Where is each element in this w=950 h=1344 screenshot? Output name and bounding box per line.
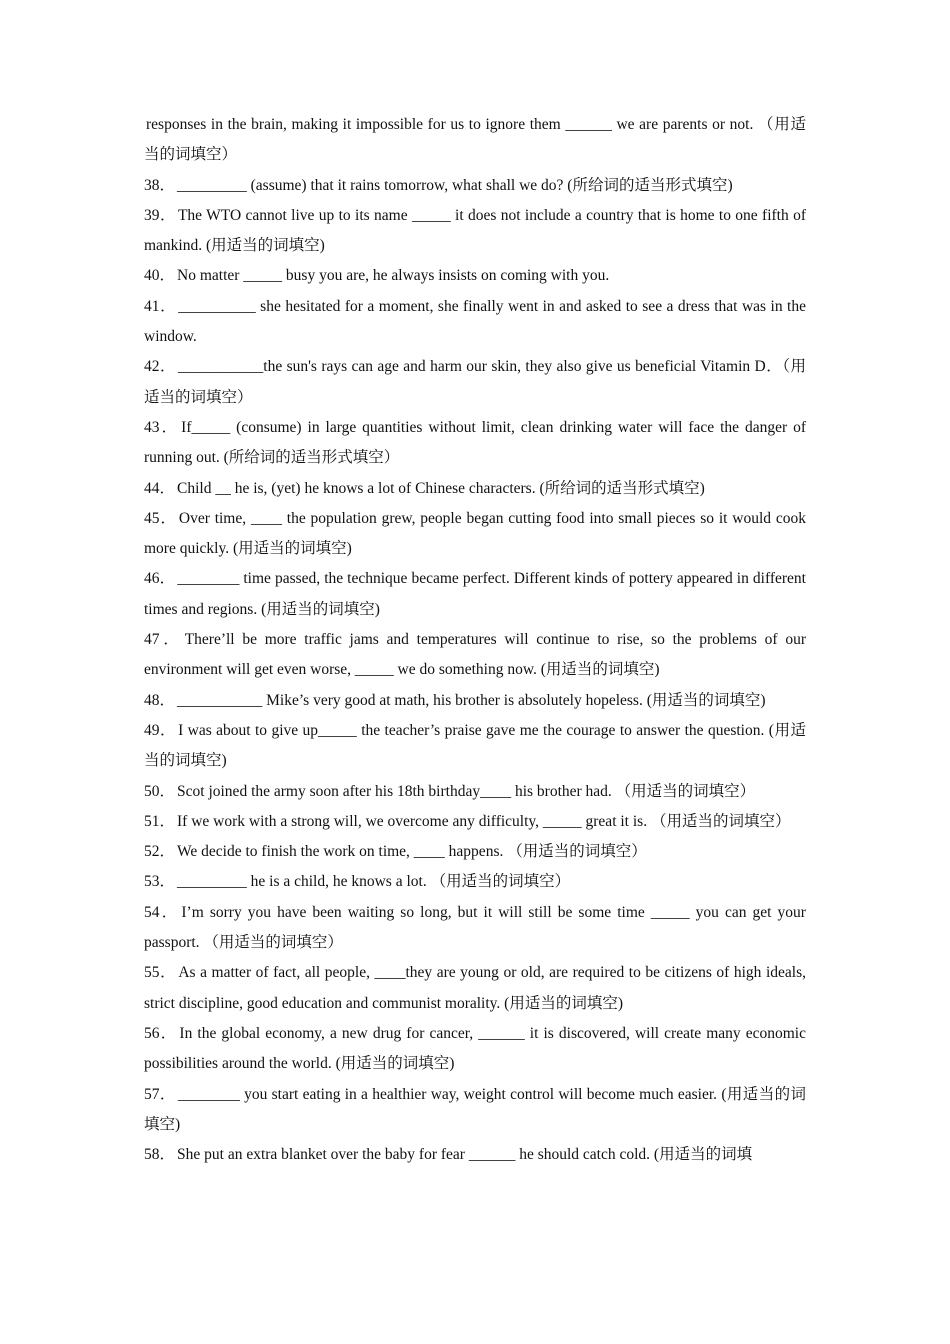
question-text: Scot joined the army soon after his 18th birthday____ his brother had. （用适当的词填空）	[177, 782, 756, 800]
question-text: Over time, ____ the population grew, people began cutting food into small pieces so it would cook more quickly. (用适当的词填空)	[144, 509, 806, 558]
question-number: 47．	[144, 631, 183, 649]
question-text: responses in the brain, making it impossible for us to ignore them ______ we are parents or not. （用适当的词填空）	[144, 116, 806, 164]
question-paragraph	[144, 898, 806, 959]
question-text: The WTO cannot live up to its name _____ it does not include a country that is home to one fifth of mankind. (用适当的词填空)	[144, 206, 806, 255]
question-text: ________ time passed, the technique became perfect. Different kinds of pottery appeared in different times and regions. (用适当的词填空)	[144, 570, 806, 618]
question-paragraph	[144, 292, 806, 353]
question-number: 57．	[144, 1085, 176, 1103]
question-paragraph	[144, 504, 806, 565]
question-paragraph	[144, 716, 806, 777]
question-text: If_____ (consume) in large quantities without limit, clean drinking water will face the danger of running out. (所给词的适当形式填空）	[144, 418, 806, 467]
question-paragraph	[144, 110, 806, 171]
question-number: 50．	[144, 782, 176, 800]
question-paragraph	[144, 958, 806, 1019]
question-text: There’ll be more traffic jams and temperatures will continue to rise, so the problems of our environment will get even worse, _____ we do something now. (用适当的词填空)	[144, 631, 806, 679]
question-number: 49．	[144, 721, 177, 739]
question-text: She put an extra blanket over the baby for fear ______ he should catch cold. (用适当的词填	[177, 1146, 753, 1164]
question-text: We decide to finish the work on time, ____ happens. （用适当的词填空）	[177, 843, 647, 861]
question-number: 39．	[144, 206, 176, 224]
question-paragraph	[144, 625, 806, 686]
question-text: No matter _____ busy you are, he always insists on coming with you.	[177, 267, 610, 285]
question-number: 58．	[144, 1146, 176, 1164]
question-paragraph	[144, 261, 806, 291]
question-text: As a matter of fact, all people, ____they are young or old, are required to be citizens of high ideals, strict discipline, good education and communist morality. (用适当的词填空)	[144, 964, 806, 1012]
question-number: 45．	[144, 509, 177, 527]
question-number: 42．	[144, 358, 177, 376]
question-number: 43．	[144, 418, 180, 436]
question-paragraph	[144, 564, 806, 625]
question-number: 55．	[144, 964, 177, 982]
question-text: _________ (assume) that it rains tomorrow, what shall we do? (所给词的适当形式填空)	[177, 176, 733, 194]
question-text: ________ you start eating in a healthier way, weight control will become much easier. (用适当的词填空)	[144, 1085, 806, 1133]
question-text: In the global economy, a new drug for cancer, ______ it is discovered, will create many economic possibilities around the world. (用适当的词填空)	[144, 1024, 806, 1073]
question-text: ___________ Mike’s very good at math, his brother is absolutely hopeless. (用适当的词填空)	[177, 691, 766, 709]
question-number: 52．	[144, 843, 176, 861]
question-paragraph	[144, 352, 806, 413]
question-number: 46．	[144, 570, 176, 588]
question-paragraph	[144, 1080, 806, 1141]
question-text: ___________the sun's rays can age and harm our skin, they also give us beneficial Vitamin D．（用适当的词填空）	[144, 358, 806, 406]
question-paragraph	[144, 201, 806, 262]
question-number: 38．	[144, 176, 176, 194]
question-number: 56．	[144, 1024, 178, 1042]
question-text: _________ he is a child, he knows a lot. （用适当的词填空）	[177, 873, 571, 891]
question-text: I’m sorry you have been waiting so long, but it will still be some time _____ you can get your passport. （用适当的词填空）	[144, 903, 806, 952]
question-paragraph	[144, 171, 806, 201]
question-paragraph	[144, 686, 806, 716]
question-paragraph	[144, 837, 806, 867]
question-text: I was about to give up_____ the teacher’s praise gave me the courage to answer the question. (用适当的词填空)	[144, 721, 806, 770]
question-text: __________ she hesitated for a moment, she finally went in and asked to see a dress that was in the window.	[144, 297, 806, 346]
question-number: 53．	[144, 873, 176, 891]
question-text: Child __ he is, (yet) he knows a lot of Chinese characters. (所给词的适当形式填空)	[177, 479, 705, 497]
document-page	[144, 110, 806, 1170]
question-paragraph	[144, 1019, 806, 1080]
question-paragraph	[144, 1140, 806, 1170]
question-number: 41．	[144, 297, 177, 315]
question-text: If we work with a strong will, we overcome any difficulty, _____ great it is. （用适当的词填空）	[177, 812, 791, 830]
question-paragraph	[144, 413, 806, 474]
question-paragraph	[144, 474, 806, 504]
question-number: 44．	[144, 479, 176, 497]
question-paragraph	[144, 807, 806, 837]
question-paragraph	[144, 867, 806, 897]
question-number: 54．	[144, 903, 180, 921]
question-number: 48．	[144, 691, 176, 709]
question-paragraph	[144, 777, 806, 807]
question-number: 40．	[144, 267, 176, 285]
question-number: 51．	[144, 812, 176, 830]
